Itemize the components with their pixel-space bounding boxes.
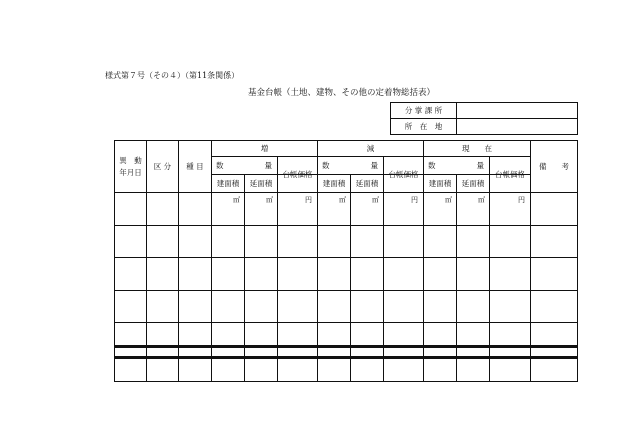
- current-building-area-header: 建面積: [428, 179, 452, 188]
- category-header: 区 分: [153, 162, 172, 171]
- location-value[interactable]: [457, 119, 577, 134]
- quantity-char-2: 量: [476, 161, 484, 170]
- date-header: [115, 141, 146, 192]
- unit-sqm: ㎡: [478, 196, 485, 204]
- department-value[interactable]: [457, 103, 577, 118]
- decrease-header: 減: [366, 144, 375, 153]
- increase-book-value-header: 台帳価格: [282, 170, 313, 179]
- increase-building-area-header: 建面積: [216, 179, 240, 188]
- quantity-char-2: 量: [264, 161, 272, 170]
- date-header-line1: 異 動: [119, 155, 142, 165]
- unit-sqm: ㎡: [445, 196, 452, 204]
- unit-yen: 円: [411, 196, 418, 204]
- page-title: 基金台帳（土地、建物、その他の定着物総括表）: [248, 88, 436, 98]
- form-number: 様式第７号（その４）（第11条関係）: [105, 71, 240, 80]
- decrease-building-area-header: 建面積: [322, 179, 346, 188]
- quantity-char-1: 数: [322, 161, 330, 170]
- increase-floor-area-header: 延面積: [249, 179, 273, 188]
- unit-yen: 円: [518, 196, 525, 204]
- decrease-book-value-header: 台帳価格: [388, 170, 419, 179]
- quantity-char-2: 量: [370, 161, 378, 170]
- quantity-char-1: 数: [216, 161, 224, 170]
- unit-sqm: ㎡: [233, 196, 240, 204]
- unit-sqm: ㎡: [266, 196, 273, 204]
- current-floor-area-header: 延面積: [461, 179, 485, 188]
- location-label: 所 在 地: [404, 122, 443, 131]
- department-label: 分 掌 課 所: [404, 106, 443, 115]
- date-header-line2: 年月日: [119, 167, 142, 177]
- unit-yen: 円: [305, 196, 312, 204]
- increase-quantity-header: [216, 157, 272, 174]
- unit-sqm: ㎡: [372, 196, 379, 204]
- current-quantity-header: [428, 157, 484, 174]
- quantity-char-1: 数: [428, 161, 436, 170]
- unit-sqm: ㎡: [339, 196, 346, 204]
- remarks-header: 備 考: [539, 162, 569, 171]
- current-header: 現 在: [462, 144, 492, 153]
- increase-header: 増: [260, 144, 269, 153]
- item-header: 種 目: [186, 162, 204, 171]
- decrease-quantity-header: [322, 157, 378, 174]
- decrease-floor-area-header: 延面積: [355, 179, 379, 188]
- current-book-value-header: 台帳価格: [495, 170, 525, 179]
